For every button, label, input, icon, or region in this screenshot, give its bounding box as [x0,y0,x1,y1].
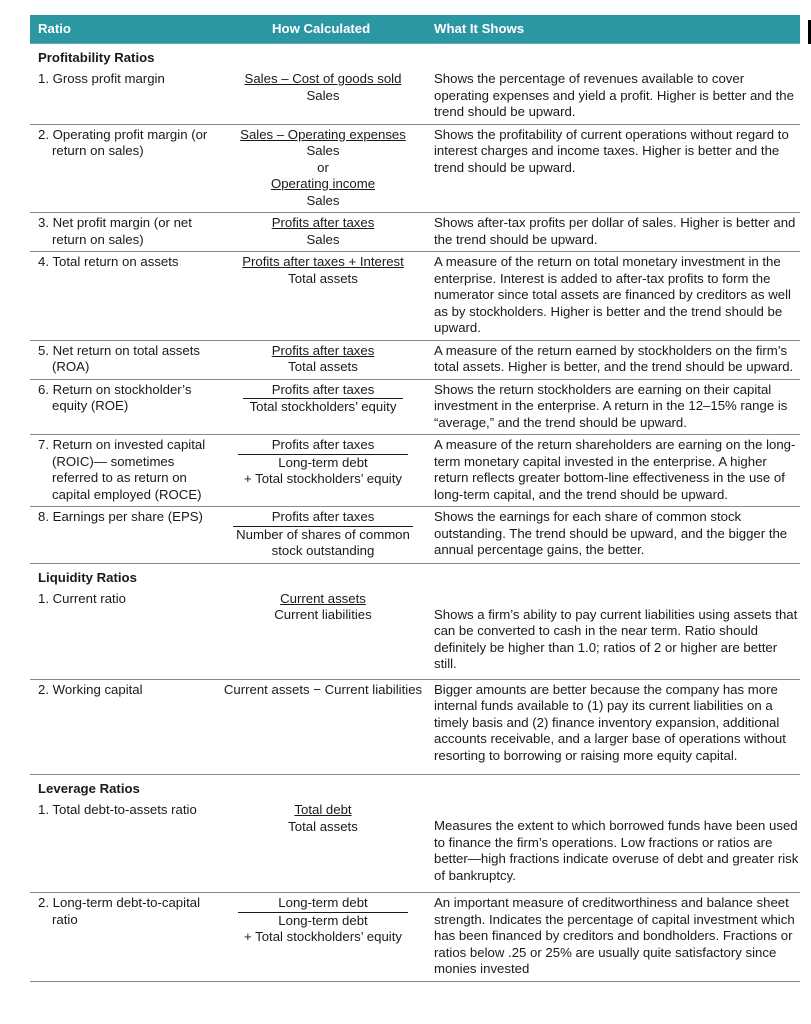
denominator-cont: stock outstanding [271,543,375,558]
description: Shows after-tax profits per dollar of sales. Higher is better and the trend should be upward. [434,215,796,247]
description: Bigger amounts are better because the company has more internal funds available to (1) pay its current liabilities on a timely basis and (2) finance inventory expansion, additional accounts receivable, and a larger base of operations without resorting to borrowing or raising more equity capital. [434,681,786,763]
numerator: Sales – Cost of goods sold [244,71,402,86]
table-row [30,341,800,380]
table-header [30,15,800,44]
financial-ratios-table [30,15,800,982]
ratio-name: 3. Net profit margin (or net return on sales) [38,215,192,247]
numerator: Profits after taxes [271,342,375,358]
section-leverage: Leverage Ratios [38,781,140,796]
description: Shows the profitability of current operations without regard to interest charges and income taxes. Higher is better and the trend should be upward. [434,126,789,175]
header-ratio: Ratio [38,21,71,36]
table-row [30,380,800,436]
numerator: Profits after taxes [271,215,375,230]
denominator: Total assets [288,359,358,374]
ratio-name: 8. Earnings per share (EPS) [38,509,203,524]
table-row [30,252,800,341]
table-row [30,69,800,125]
ratio-name: 5. Net return on total assets (ROA) [38,342,200,374]
denominator: Sales [306,143,340,158]
denominator: Current liabilities [274,607,372,622]
table-row [30,213,800,252]
denominator: Sales [306,87,340,103]
table-row [30,893,800,982]
description: Measures the extent to which borrowed funds have been used to finance the firm’s operations. Low fractions or ratios are better—high fractions indicate overuse of debt and greater risk of bankruptcy. [434,818,799,883]
header-how-calculated: How Calculated [272,21,371,36]
ratio-name: 2. Operating profit margin (or return on sales) [38,126,208,158]
numerator: Profits after taxes [243,382,403,400]
numerator: Operating income [270,176,376,191]
table-row [30,589,800,680]
table-row [30,435,800,507]
denominator: Number of shares of common [236,526,410,542]
description: Shows the return stockholders are earning on their capital investment in the enterprise. A return in the 12–15% range is “average,” and the trend should be upward. [434,381,788,430]
table-row [30,125,800,214]
numerator: Current assets [280,590,366,606]
denominator: Long-term debt [278,912,368,928]
denominator: Total assets [288,818,358,834]
numerator: Long-term debt [238,895,408,913]
header-what-it-shows: What It Shows [434,21,525,36]
table-row [30,680,800,776]
denominator: Sales [306,192,340,208]
formula: Current assets − Current liabilities [223,681,423,697]
ratio-name: 1. Current ratio [38,590,126,606]
ratio-name: 2. Long-term debt-to-capital ratio [38,895,200,927]
table-row [30,800,800,893]
ratio-name: 4. Total return on assets [38,254,179,269]
denominator: Total stockholders’ equity [249,399,397,414]
numerator: Profits after taxes [238,437,408,455]
section-liquidity: Liquidity Ratios [38,569,137,585]
numerator: Total debt [294,802,352,817]
or-text: or [317,159,329,175]
denominator: Long-term debt [278,454,368,470]
denominator: Total assets [288,270,358,286]
description: An important measure of creditworthiness and balance sheet strength. Indicates the percentage of capital investment which has been financed by creditors and bondholders. Fractions or ratios below .25 or 25% are usually quite satisfactory since monies invested [434,895,795,976]
section-profitability: Profitability Ratios [38,50,155,65]
ratio-name: 6. Return on stockholder’s equity (ROE) [38,381,192,413]
table-row [30,507,800,564]
description: Shows the percentage of revenues available to cover operating expenses and yield a profit. Higher is better and the trend should be upward. [434,71,794,119]
ratio-name: 1. Gross profit margin [38,71,165,86]
denominator-addend: + Total stockholders’ equity [244,929,402,944]
description: A measure of the return on total monetary investment in the enterprise. Interest is added to after-tax profits to form the numerator since total assets are financed by creditors as well as by stockholders. Higher is better and the trend should be upward. [434,254,791,335]
ratio-name: 7. Return on invested capital (ROIC)— sometimes referred to as return on capital employed (ROCE) [38,437,206,502]
numerator: Profits after taxes [233,509,413,527]
description: Shows the earnings for each share of common stock outstanding. The trend should be upward, and the bigger the annual percentage gains, the better. [434,509,788,557]
description: A measure of the return earned by stockholders on the firm’s total assets. Higher is better, and the trend should be upward. [434,342,794,374]
denominator-addend: + Total stockholders’ equity [244,471,402,486]
numerator: Profits after taxes + Interest [242,254,404,269]
description: A measure of the return shareholders are earning on the long-term monetary capital invested in the enterprise. A higher return reflects greater bottom-line effectiveness in the use of long-term capital, and the trend should be upward. [434,437,796,502]
ratio-name: 1. Total debt-to-assets ratio [38,802,197,817]
denominator: Sales [306,231,340,247]
description: Shows a firm’s ability to pay current liabilities using assets that can be converted to cash in the near term. Ratio should definitely be higher than 1.0; ratios of 2 or higher are better still. [434,606,798,671]
numerator: Sales – Operating expenses [240,126,406,142]
ratio-name: 2. Working capital [38,681,143,697]
